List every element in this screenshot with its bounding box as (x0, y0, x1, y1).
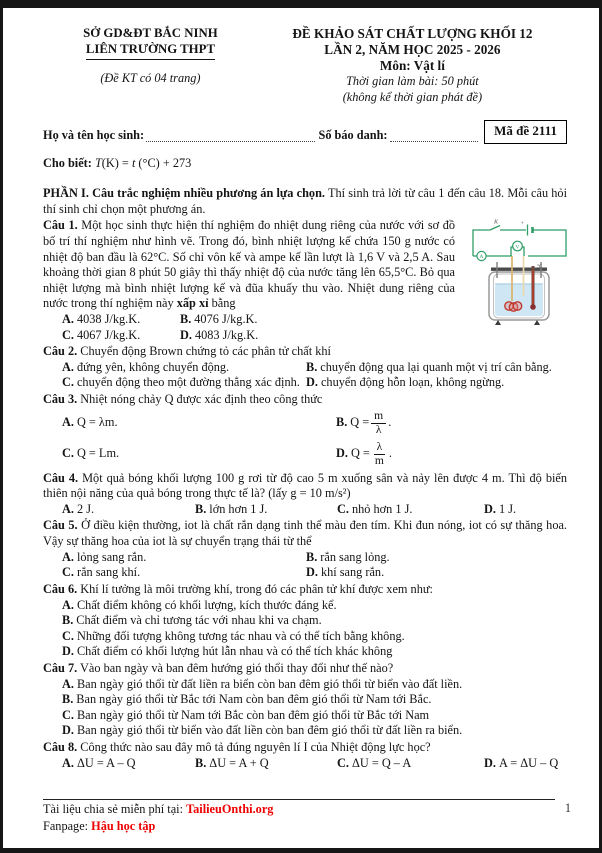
formula-t: t (131, 155, 136, 170)
option-label: D. (180, 327, 192, 342)
option-label: C. (62, 628, 74, 643)
option-a (62, 677, 567, 693)
option-c (337, 502, 478, 518)
option-text: 2 J. (76, 501, 95, 516)
option-c (62, 629, 567, 645)
option-label: A. (62, 597, 74, 612)
switch-blade (490, 226, 500, 231)
page-number: 1 (564, 801, 571, 815)
exam-code-badge: Mã đề 2111 (484, 120, 567, 144)
calorimeter-experiment-figure (467, 216, 573, 334)
option-c (337, 756, 478, 772)
fraction-denominator: λ (375, 422, 382, 436)
question-body-text: Khí lí tưởng là môi trường khí, trong đó các phân tử khí được xem như: (77, 581, 433, 596)
thermometer-scale-label: °C (537, 265, 543, 271)
option-b (336, 408, 567, 439)
candidate-number-field (390, 128, 479, 142)
subject: Môn: Vật lí (379, 58, 445, 74)
part1-heading-rest: Thí sinh trả lời từ câu 1 đến câu 18. Mỗi câu hỏi thí sinh chỉ chọn một phương án. (43, 186, 567, 216)
option-text: Chất điểm có khối lượng hút lẫn nhau và có thể tích khác không (76, 644, 393, 659)
question-number: Câu 2. (43, 344, 78, 359)
question-text (43, 740, 567, 756)
footer-divider (43, 799, 555, 800)
options (62, 360, 567, 391)
options (62, 502, 567, 518)
option-d (336, 439, 567, 470)
option-d (484, 756, 567, 772)
option-d (306, 375, 567, 391)
option-text: ΔU = Q – A (351, 755, 412, 770)
option-a (62, 312, 174, 328)
question-text (43, 471, 567, 502)
voltmeter-lead (511, 247, 513, 256)
option-a (62, 360, 300, 376)
option-text: rắn sang khí. (76, 565, 141, 580)
option-label: C. (337, 755, 349, 770)
option-a (62, 598, 567, 614)
option-text: Q = λm. (76, 415, 118, 430)
option-text: ΔU = A – Q (76, 755, 136, 770)
option-label: A. (62, 501, 74, 516)
option-label: B. (306, 359, 318, 374)
option-d (62, 644, 567, 660)
part1-heading-bold: PHẦN I. Câu trắc nghiệm nhiều phương án lựa chọn. (43, 186, 325, 201)
part1-heading (43, 186, 567, 217)
option-text: chuyển động qua lại quanh một vị trí cân bằng. (320, 359, 552, 374)
option-text: lỏng sang rắn. (76, 549, 147, 564)
option-text: chuyển động hỗn loạn, không ngừng. (320, 375, 505, 390)
option-label: A. (62, 676, 74, 691)
thermometer-bulb (530, 305, 536, 311)
switch-label: K (494, 219, 499, 226)
option-label: B. (336, 415, 348, 430)
option-text: khí sang rắn. (320, 565, 385, 580)
student-name-label: Họ và tên học sinh: (43, 127, 145, 142)
option-text: 1 J. (498, 501, 517, 516)
options (62, 598, 567, 660)
option-label: C. (62, 327, 74, 342)
options (62, 550, 567, 581)
option-label: B. (195, 755, 207, 770)
question-4 (43, 471, 567, 518)
page-content (3, 8, 599, 771)
question-text (43, 344, 567, 360)
footer (43, 799, 569, 834)
option-b (195, 756, 331, 772)
question-2 (43, 344, 567, 391)
water (495, 284, 543, 316)
question-body-text: Một quả bóng khối lượng 100 g rơi từ độ cao 5 m xuống sân và nảy lên được 4 m. Thì độ biến thiên nội năng của quả bóng trong thực tế là? (lấy g = 10 m/s²) (43, 470, 567, 501)
option-label: B. (306, 549, 318, 564)
question-tail: bằng (208, 296, 236, 311)
option-suffix: . (388, 446, 392, 461)
option-text: Ban ngày gió thổi từ Bắc tới Nam còn ban đêm gió thổi từ Nam tới Bắc. (76, 692, 432, 707)
header (43, 26, 567, 105)
footer-fanpage-link[interactable]: Hậu học tập (91, 819, 156, 833)
option-label: C. (62, 446, 74, 461)
option-a (62, 502, 189, 518)
option-label: A. (62, 549, 74, 564)
options (62, 408, 567, 470)
fraction-numerator: λ (374, 441, 386, 455)
option-text: 4083 J/kg.K. (194, 327, 259, 342)
question-3 (43, 392, 567, 470)
heating-coil (505, 302, 522, 311)
option-text: Ban ngày gió thổi từ đất liền ra biển còn ban đêm gió thổi từ biển vào đất liền. (76, 676, 463, 691)
option-text: nhỏ hơn 1 J. (351, 501, 413, 516)
options (62, 677, 567, 739)
option-label: D. (484, 755, 496, 770)
option-a (62, 550, 300, 566)
question-body-text: Chuyển động Brown chứng tỏ các phân tử chất khí (77, 344, 331, 359)
question-body-text: Nhiệt nóng chảy Q được xác định theo công thức (77, 392, 323, 407)
option-label: A. (62, 755, 74, 770)
question-6 (43, 582, 567, 660)
question-number: Câu 1. (43, 218, 78, 233)
option-text: A = ΔU – Q (498, 755, 559, 770)
footer-fanpage-label: Fanpage: (43, 819, 92, 833)
option-a (62, 756, 189, 772)
option-text: 4076 J/kg.K. (194, 311, 258, 326)
question-body-text: Một học sinh thực hiện thí nghiệm đo nhiệt dung riêng của nước với sơ đồ bố trí thí nghiệm như hình vẽ. Trong đó, bình nhiệt lượng kế chứa 150 g nước có nhiệt độ ban đầu là 62°C. Số chỉ vôn kế và ampe kế lần lượt là 1,6 V và 2,5 A. Sau khoảng thời gian 8 phút 50 giây thì thấy nhiệt độ của nước tăng lên 65,5°C. Bỏ qua nhiệt lượng mà bình nhiệt lượng kế và đũa khuấy thu vào. Nhiệt dung riêng của nước trong thí nghiệm này (43, 218, 456, 311)
option-label: C. (62, 565, 74, 580)
option-label: D. (62, 644, 74, 659)
options (62, 312, 392, 343)
formula-rest: (°C) + 273 (135, 155, 192, 170)
option-label: D. (336, 446, 348, 461)
question-number: Câu 3. (43, 392, 78, 407)
question-body-text: Vào ban ngày và ban đêm hướng gió thổi thay đổi như thế nào? (77, 660, 394, 675)
ammeter-label: A (479, 254, 484, 261)
school-name: LIÊN TRƯỜNG THPT (43, 42, 258, 60)
fraction (371, 410, 386, 436)
option-text: lớn hơn 1 J. (209, 501, 268, 516)
option-b (62, 613, 567, 629)
option-label: B. (180, 311, 192, 326)
question-text (43, 392, 567, 408)
question-body-text: Ở điều kiện thường, iot là chất rắn dạng tinh thể màu đen tím. Khi đun nóng, iot có sự thăng hoa. Vậy sự thăng hoa của iot là sự chuyển trạng thái từ thể (43, 518, 567, 549)
option-text: 4038 J/kg.K. (76, 311, 141, 326)
header-left (43, 26, 258, 105)
option-d (306, 565, 567, 581)
option-text: Những đối tượng không tương tác nhau và có thể tích bằng không. (76, 628, 405, 643)
question-number: Câu 6. (43, 581, 78, 596)
voltmeter-lead (523, 247, 525, 256)
option-text: Q = Lm. (76, 446, 120, 461)
option-b (180, 312, 392, 328)
question-number: Câu 8. (43, 740, 78, 754)
option-text: rắn sang lỏng. (320, 549, 390, 564)
option-label: C. (62, 375, 74, 390)
question-body-text: Công thức nào sau đây mô tả đúng nguyên lí I của Nhiệt động lực học? (77, 740, 431, 754)
footer-share-line (43, 802, 569, 817)
option-label: C. (337, 501, 349, 516)
candidate-number-label: Số báo danh: (318, 127, 388, 142)
voltmeter-label: V (515, 244, 520, 251)
header-right (258, 26, 567, 105)
option-prefix: Q = (350, 446, 370, 461)
duration-note: (không kể thời gian phát đề) (342, 89, 483, 104)
option-text: chuyển động theo một đường thẳng xác định. (76, 375, 300, 390)
option-c (62, 439, 330, 470)
option-label: D. (484, 501, 496, 516)
question-number: Câu 7. (43, 660, 78, 675)
given-label: Cho biết: (43, 155, 92, 170)
formula-mid: (K) = (101, 155, 132, 170)
option-label: B. (62, 613, 74, 628)
question-bold-tail: xấp xỉ (176, 296, 209, 311)
option-prefix: Q = (350, 415, 370, 430)
student-name-field (146, 128, 314, 142)
option-text: Chất điểm và chỉ tương tác với nhau khi va chạm. (76, 613, 322, 628)
option-label: B. (62, 692, 74, 707)
question-7 (43, 661, 567, 739)
footer-share-link[interactable]: TailieuOnthi.org (186, 802, 274, 816)
question-text (43, 518, 567, 549)
option-c (62, 328, 174, 344)
duration: Thời gian làm bài: 50 phút (346, 74, 479, 89)
option-label: B. (195, 501, 207, 516)
option-b (195, 502, 331, 518)
option-label: A. (62, 359, 74, 374)
fraction-denominator: m (374, 453, 384, 467)
question-number: Câu 5. (43, 518, 78, 533)
fraction-numerator: m (371, 410, 386, 424)
department-name: SỞ GD&ĐT BẮC NINH (83, 26, 218, 40)
question-1 (43, 218, 567, 343)
option-b (306, 550, 567, 566)
option-label: D. (62, 723, 74, 738)
option-label: A. (62, 311, 74, 326)
wire (528, 230, 566, 256)
option-text: 4067 J/kg.K. (76, 327, 141, 342)
question-number: Câu 4. (43, 470, 79, 485)
option-text: ΔU = A + Q (209, 755, 269, 770)
option-d (180, 328, 392, 344)
option-text: Ban ngày gió thổi từ Nam tới Bắc còn ban đêm gió thổi từ Bắc tới Nam (76, 707, 430, 722)
option-b (306, 360, 567, 376)
option-label: A. (62, 415, 74, 430)
option-text: Chất điểm không có khối lượng, kích thước đáng kể. (76, 597, 337, 612)
question-5 (43, 518, 567, 580)
footer-share-label: Tài liệu chia sẻ miễn phí tại: (43, 802, 187, 816)
option-b (62, 692, 567, 708)
pages-note: (Đề KT có 04 trang) (100, 70, 201, 85)
option-c (62, 375, 300, 391)
formula-T: T (94, 155, 102, 170)
exam-title-line2: LẦN 2, NĂM HỌC 2025 - 2026 (324, 42, 501, 58)
option-text: Ban ngày gió thổi từ biển vào đất liền còn ban đêm gió thổi từ đất liền ra biển. (76, 723, 463, 738)
given-formula (43, 156, 567, 172)
question-text (43, 582, 567, 598)
fraction (372, 441, 387, 467)
battery-plus-label: + (520, 221, 524, 228)
option-label: C. (62, 707, 74, 722)
exam-title-line1: ĐỀ KHẢO SÁT CHẤT LƯỢNG KHỐI 12 (292, 26, 533, 41)
footer-fanpage-line (43, 819, 569, 834)
option-suffix: . (388, 415, 392, 430)
question-text (43, 661, 567, 677)
option-label: D. (306, 565, 318, 580)
student-info-row (43, 120, 567, 144)
option-label: D. (306, 375, 318, 390)
option-c (62, 708, 567, 724)
option-d (62, 723, 567, 739)
option-d (484, 502, 567, 518)
question-8 (43, 740, 567, 771)
option-a (62, 408, 330, 439)
option-text: đứng yên, không chuyển động. (76, 359, 230, 374)
option-c (62, 565, 300, 581)
options (62, 756, 567, 772)
